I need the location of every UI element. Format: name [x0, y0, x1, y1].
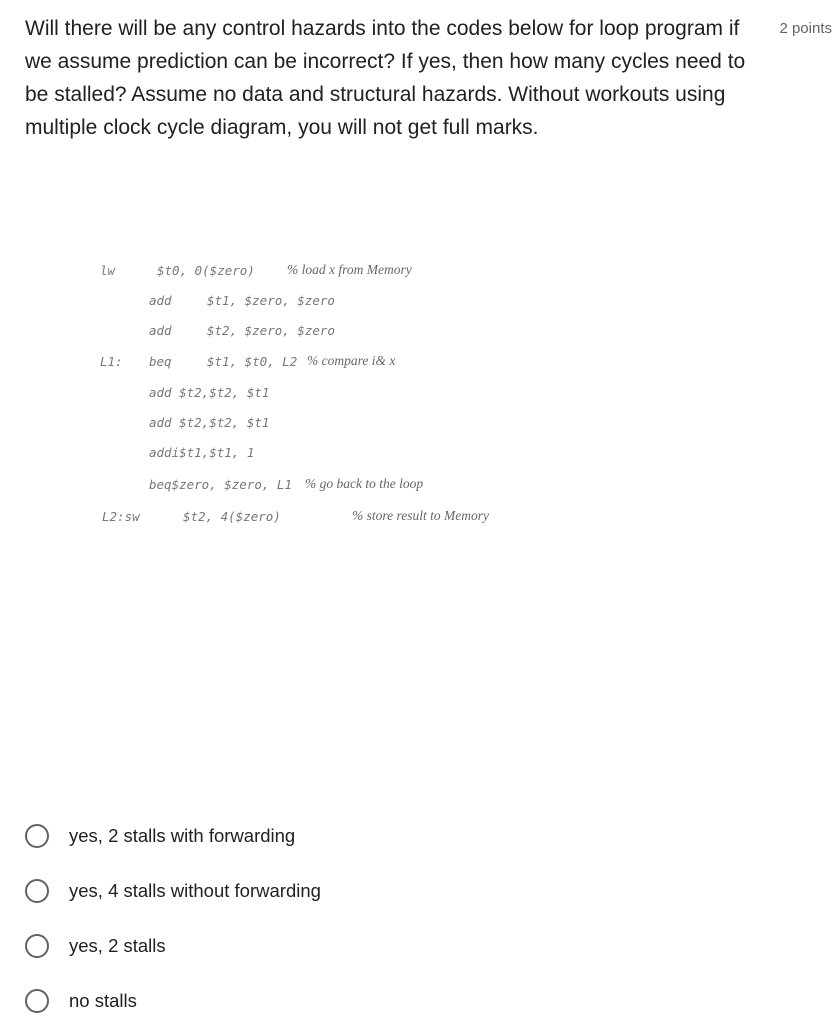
code-op-2: add	[149, 293, 172, 308]
code-op-3: add	[149, 323, 172, 338]
option-yes-2-stalls[interactable]	[25, 918, 725, 973]
code-comment-8: % go back to the loop	[305, 476, 424, 491]
code-operands-1: $t0, 0($zero)	[157, 263, 255, 278]
code-op-4: beq	[149, 354, 172, 369]
radio-button[interactable]	[25, 934, 49, 958]
option-label: no stalls	[69, 989, 137, 1011]
code-image	[95, 252, 555, 542]
option-no-stalls[interactable]	[25, 973, 725, 1028]
radio-button[interactable]	[25, 824, 49, 848]
code-line-8: beq$zero, $zero, L1	[149, 477, 292, 492]
option-yes-2-stalls-with-forwarding[interactable]	[25, 808, 725, 863]
option-yes-4-stalls-without-forwarding[interactable]	[25, 863, 725, 918]
code-operands-9: $t2, 4($zero)	[183, 509, 281, 524]
code-operands-4: $t1, $t0, L2	[207, 354, 298, 369]
code-line-5: add $t2,$t2, $t1	[149, 385, 270, 400]
answer-options	[25, 808, 725, 1028]
code-label-L1: L1:	[100, 354, 123, 369]
code-line-7: addi$t1,$t1, 1	[149, 445, 255, 460]
code-label-lw: lw	[100, 263, 116, 278]
code-line-6: add $t2,$t2, $t1	[149, 415, 270, 430]
code-operands-2: $t1, $zero, $zero	[207, 293, 335, 308]
points-label: 2 points	[779, 20, 832, 37]
option-label: yes, 2 stalls	[69, 934, 166, 956]
code-operands-3: $t2, $zero, $zero	[207, 323, 335, 338]
option-label: yes, 4 stalls without forwarding	[69, 879, 321, 901]
question-text: Will there will be any control hazards into the codes below for loop program if we assume prediction can be incorrect? If yes, then how many cycles need to be stalled? Assume no data and structural hazards. Without workouts using multiple clock cycle diagram, you will not get full marks.	[25, 17, 746, 139]
code-label-L2: L2:sw	[102, 509, 140, 524]
radio-button[interactable]	[25, 879, 49, 903]
option-label: yes, 2 stalls with forwarding	[69, 824, 296, 846]
radio-button[interactable]	[25, 989, 49, 1013]
code-comment-1: % load x from Memory	[287, 262, 412, 277]
code-comment-9: % store result to Memory	[352, 508, 489, 523]
code-comment-4: % compare i& x	[307, 353, 396, 368]
